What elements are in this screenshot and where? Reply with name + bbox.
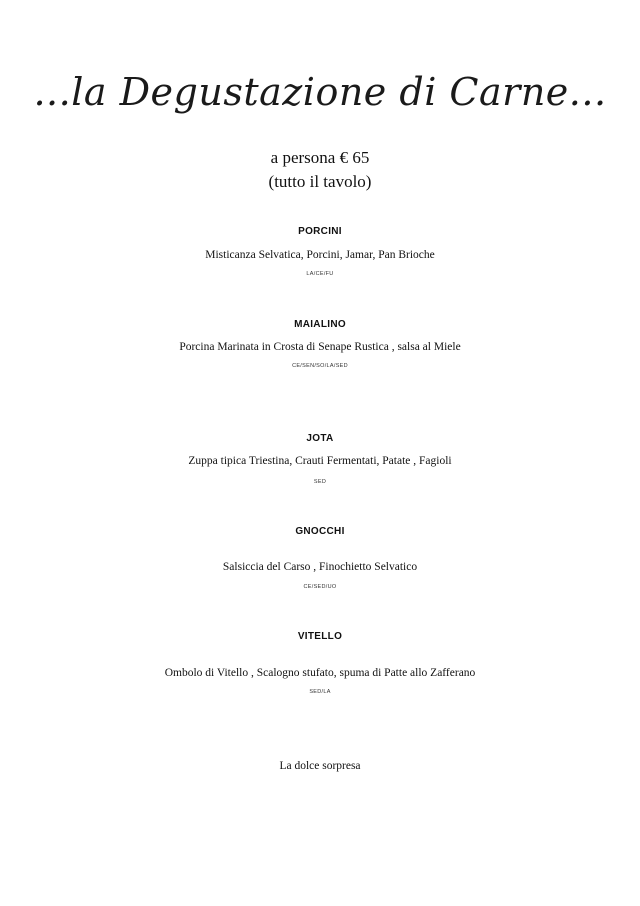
price-block: [0, 146, 640, 194]
course-name: PORCINI: [298, 226, 342, 237]
course-name: VITELLO: [297, 631, 343, 642]
course-maialino: [0, 318, 640, 369]
course-gnocchi: [0, 525, 640, 590]
menu-title: ...la Degustazione di Carne...: [33, 70, 607, 114]
course-allergens: SED/LA: [309, 689, 331, 695]
course-description: Porcina Marinata in Crosta di Senape Rustica , salsa al Miele: [179, 341, 461, 353]
course-description: Zuppa tipica Triestina, Crauti Fermentati, Patate , Fagioli: [188, 455, 452, 467]
whole-table-note: (tutto il tavolo): [268, 172, 372, 191]
course-allergens: CE/SEN/SO/LA/SED: [292, 363, 348, 369]
price-per-person: a persona € 65: [270, 148, 370, 167]
course-description: Ombolo di Vitello , Scalogno stufato, spuma di Patte allo Zafferano: [164, 667, 476, 679]
course-name: JOTA: [306, 433, 334, 444]
course-allergens: CE/SED/UO: [303, 584, 337, 590]
dessert-line: La dolce sorpresa: [279, 760, 361, 772]
course-vitello: [0, 630, 640, 695]
course-name: MAIALINO: [294, 319, 346, 330]
course-name: GNOCCHI: [295, 526, 345, 537]
course-porcini: [0, 225, 640, 277]
course-description: Misticanza Selvatica, Porcini, Jamar, Pan Brioche: [205, 249, 435, 261]
course-allergens: SED: [313, 479, 327, 485]
course-jota: [0, 432, 640, 485]
course-description: Salsiccia del Carso , Finochietto Selvatico: [222, 561, 418, 573]
course-allergens: LA/CE/FU: [306, 271, 334, 277]
